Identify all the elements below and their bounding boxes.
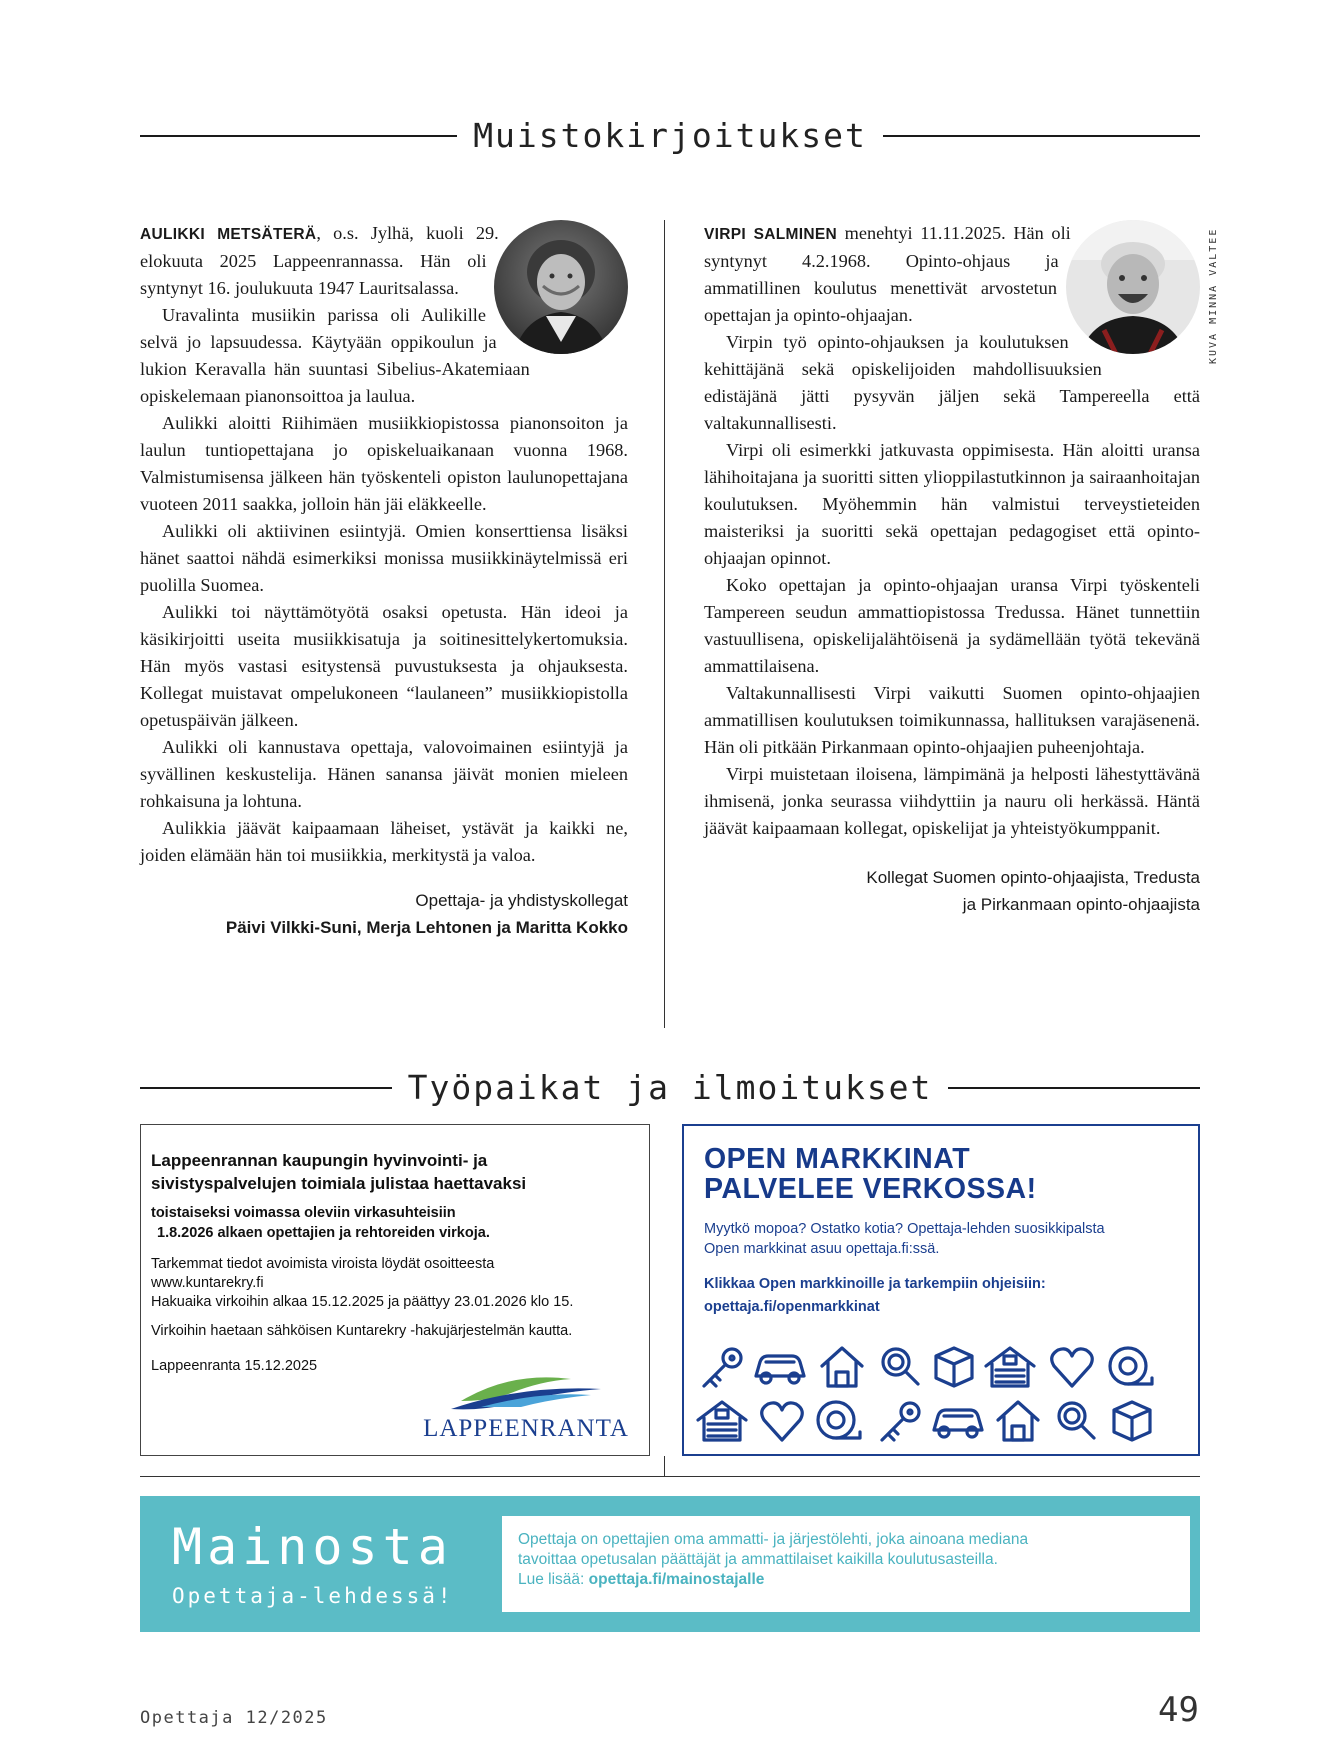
portrait-virpi: [1066, 220, 1200, 354]
section-header-memorials: [140, 116, 1200, 155]
memorial-paragraph: Aulikki toi näyttämötyötä osaksi opetusta. Hän ideoi ja käsikirjoitti useita musiikkisatuja ja soitinesittelykertomuksia. Hän myös vastasi esitystensä puvustuksesta ja ohjauksesta. Kollegat muistavat ompelukoneen “laulaneen” musiikkiopistolla opetuspäivän jälkeen.: [140, 602, 628, 730]
magnifier-icon: [883, 1349, 918, 1384]
open-markkinat-ad: [682, 1124, 1200, 1456]
magnifier-icon: [1059, 1403, 1094, 1438]
section-header-jobs: [140, 1068, 1200, 1107]
job-ad-info: Tarkemmat tiedot avoimista viroista löydät osoitteesta: [151, 1256, 495, 1272]
memorial-paragraph: Aulikki aloitti Riihimäen musiikkiopistossa pianonsoiton ja laulun tuntiopettajana jo opiskeluaikanaan vuonna 1968. Valmistumisensa jälkeen hän työskenteli opiston laulunopettajana vuoteen 2011 saakka, jolloin hän jäi eläkkeelle.: [140, 413, 628, 514]
memorial-paragraph: Aulikki oli aktiivinen esiintyjä. Omien konserttiensa lisäksi hänet saattoi nähdä esimerkiksi monissa musiikkinäytelmissä eri puolilla Suomea.: [140, 521, 628, 595]
header-rule-right: [883, 135, 1200, 137]
portrait-aulikki: [494, 220, 628, 354]
banner-subtitle: Opettaja-lehdessä!: [172, 1584, 454, 1608]
cabin-icon: [698, 1402, 746, 1440]
heart-icon: [1052, 1349, 1093, 1386]
key-icon: [882, 1403, 919, 1440]
memorial-paragraph: VIRPI SALMINEN menehtyi 11.11.2025. Hän oli syntynyt 4.2.1968. Opinto-ohjaus ja ammatillinen koulutus menettivät arvostetun opettajan ja opinto-ohjaajan.: [704, 223, 1071, 325]
section-title: Työpaikat ja ilmoitukset: [407, 1068, 933, 1107]
signature-line: Opettaja- ja yhdistyskollegat: [415, 891, 628, 910]
memorial-signature: [704, 864, 1200, 918]
banner-link[interactable]: opettaja.fi/mainostajalle: [588, 1571, 765, 1588]
logo-text: LAPPEENRANTA: [423, 1415, 629, 1442]
banner-info-box: Opettaja on opettajien oma ammatti- ja järjestölehti, joka ainoana mediana tavoittaa opetusalan päättäjät ja ammattilaiset kaikilla koulutusasteilla. Lue lisää: opettaja.fi/mainostajalle: [502, 1516, 1190, 1612]
memorial-paragraph: Uravalinta musiikin parissa oli Aulikille selvä jo lapsuudessa. Käytyään oppikoulun ja lukion Keravalla hän suuntasi Sibelius-Akatemiaan opiskelemaan pianonsoittoa ja laulua.: [140, 305, 530, 406]
box-icon: [1114, 1402, 1150, 1440]
job-ad: [140, 1124, 650, 1456]
lappeenranta-logo: [421, 1371, 631, 1441]
job-ad-subheading: 1.8.2026 alkaen opettajien ja rehtoreiden virkoja.: [157, 1225, 490, 1241]
issue-label: Opettaja 12/2025: [140, 1708, 328, 1728]
tape-icon: [1110, 1348, 1152, 1384]
wave-logo-icon: [421, 1371, 631, 1415]
job-ad-link[interactable]: www.kuntarekry.fi: [151, 1275, 264, 1291]
header-rule-left: [140, 135, 457, 137]
memorial-paragraph: Virpin työ opinto-ohjauksen ja koulutuksen kehittäjänä sekä opiskelijoiden mahdollisuuksien edistäjänä jätti pysyvän jäljen sekä Tampereella että valtakunnallisesti.: [704, 332, 1200, 433]
page-number: 49: [1158, 1690, 1199, 1730]
header-rule-left: [140, 1087, 392, 1089]
memorial-paragraph: AULIKKI METSÄTERÄ, o.s. Jylhä, kuoli 29. elokuuta 2025 Lappeenrannassa. Hän oli syntynyt 16. joulukuuta 1947 Lauritsalassa.: [140, 223, 499, 298]
signature-names: Päivi Vilkki-Suni, Merja Lehtonen ja Maritta Kokko: [225, 918, 628, 937]
market-icons: [696, 1344, 1186, 1444]
job-ad-date: Lappeenranta 15.12.2025: [151, 1358, 318, 1374]
advertise-banner[interactable]: [140, 1496, 1200, 1632]
photo-credit: KUVA MINNA VALTEE: [1208, 227, 1219, 364]
memorial-left: [140, 220, 628, 941]
job-ad-subheading: toistaiseksi voimassa oleviin virkasuhteisiin: [151, 1205, 456, 1221]
box-icon: [936, 1348, 972, 1386]
job-ad-info: Hakuaika virkoihin alkaa 15.12.2025 ja päättyy 23.01.2026 klo 15.: [151, 1294, 574, 1310]
ad-text: Myytkö mopoa? Ostatko kotia? Opettaja-lehden suosikkipalsta Open markkinat asuu opettaja.fi:ssä.: [704, 1221, 1105, 1257]
ad-cta: Klikkaa Open markkinoille ja tarkempiin ohjeisiin: opettaja.fi/openmarkkinat: [704, 1273, 1178, 1319]
memorial-signature: [140, 887, 628, 941]
column-divider: [664, 220, 665, 1028]
cabin-icon: [986, 1348, 1034, 1386]
memorial-paragraph: Aulikki oli kannustava opettaja, valovoimainen esiintyjä ja syvällinen keskustelija. Hänen sanansa jäivät monien mieleen rohkaisuna ja lohtuna.: [140, 737, 628, 811]
header-rule-right: [948, 1087, 1200, 1089]
ad-divider: [664, 1456, 665, 1476]
house-icon: [822, 1348, 862, 1386]
car-icon: [756, 1356, 804, 1383]
car-icon: [934, 1410, 982, 1437]
section-title: Muistokirjoitukset: [473, 116, 867, 155]
banner-title: Mainosta: [172, 1518, 453, 1576]
deceased-name: VIRPI SALMINEN: [704, 226, 837, 243]
house-icon: [998, 1402, 1038, 1440]
key-icon: [704, 1349, 741, 1386]
memorial-right: [704, 220, 1200, 918]
ad-title: OPEN MARKKINAT: [704, 1143, 971, 1175]
tape-icon: [818, 1402, 860, 1438]
ad-link[interactable]: opettaja.fi/openmarkkinat: [704, 1299, 880, 1315]
job-ad-info: Virkoihin haetaan sähköisen Kuntarekry -hakujärjestelmän kautta.: [151, 1323, 573, 1339]
signature-line: ja Pirkanmaan opinto-ohjaajista: [962, 895, 1200, 914]
memorial-paragraph: Virpi muistetaan iloisena, lämpimänä ja helposti lähestyttävänä ihmisenä, jonka seurassa viihdyttiin ja nauru oli herkässä. Häntä jäävät kaipaamaan kollegat, opiskelijat ja yhteistyökumppanit.: [704, 764, 1200, 838]
ad-title: PALVELEE VERKOSSA!: [704, 1173, 1037, 1205]
job-ad-heading: Lappeenrannan kaupungin hyvinvointi- ja sivistyspalvelujen toimiala julistaa haettavaksi: [151, 1151, 527, 1193]
memorial-paragraph: Aulikkia jäävät kaipaamaan läheiset, ystävät ja kaikki ne, joiden elämään hän toi musiikkia, merkitystä ja valoa.: [140, 818, 628, 865]
memorial-paragraph: Valtakunnallisesti Virpi vaikutti Suomen opinto-ohjaajien ammatillisen koulutuksen toimikunnassa, hallituksen varajäsenenä. Hän oli pitkään Pirkanmaan opinto-ohjaajien puheenjohtaja.: [704, 683, 1200, 757]
heart-icon: [762, 1403, 803, 1440]
memorial-paragraph: Virpi oli esimerkki jatkuvasta oppimisesta. Hän aloitti uransa lähihoitajana ja suoritti sitten ylioppilastutkinnon ja sairaanhoitajan koulutuksen. Myöhemmin hän valmistui terveystieteiden maisteriksi ja suoritti sekä opettajan pedagogiset että opinto-ohjaajan opinnot.: [704, 440, 1200, 568]
ad-bottom-rule: [140, 1476, 1200, 1477]
signature-line: Kollegat Suomen opinto-ohjaajista, Tredusta: [866, 868, 1200, 887]
deceased-name: AULIKKI METSÄTERÄ: [140, 226, 317, 243]
memorial-paragraph: Koko opettajan ja opinto-ohjaajan uransa Virpi työskenteli Tampereen seudun ammattiopistossa Tredussa. Hänet tunnettiin vastuullisena, opiskelijalähtöisenä ja sydämellään työtä tekevänä ammattilaisena.: [704, 575, 1200, 676]
